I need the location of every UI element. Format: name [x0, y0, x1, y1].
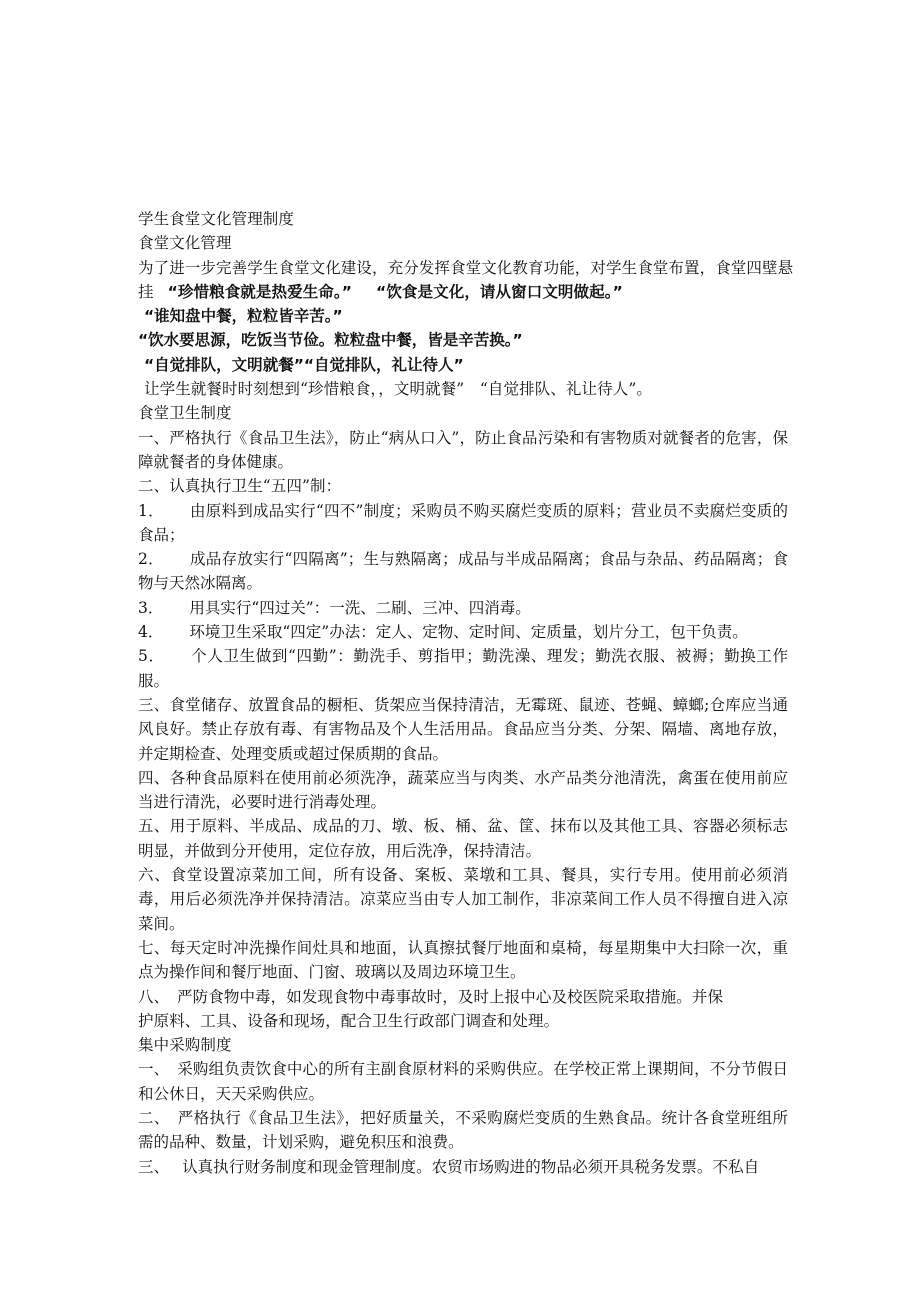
document-page — [138, 207, 794, 1179]
section-heading-culture: 食堂文化管理 — [138, 234, 232, 253]
hygiene-item-7: 七、每天定时冲洗操作间灶具和地面，认真擦拭餐厅地面和桌椅，每星期集中大扫除一次，重点为操作间和餐厅地面、门窗、玻璃以及周边环境卫生。 — [138, 938, 788, 982]
hygiene-sub-item: 3． 用具实行“四过关”：一洗、二刷、三冲、四消毒。 — [138, 598, 531, 617]
document-title: 学生食堂文化管理制度 — [138, 210, 295, 228]
culture-intro-prefix: 挂 — [138, 282, 154, 301]
culture-intro-line-1: 为了进一步完善学生食堂文化建设，充分发挥食堂文化教育功能，对学生食堂布置，食堂四壁悬 — [138, 258, 794, 277]
hygiene-item-4: 四、各种食品原料在使用前必须洗净，蔬菜应当与肉类、水产品类分池清洗，禽蛋在使用前应当进行清洗，必要时进行消毒处理。 — [138, 768, 788, 812]
slogan-3: “谁知盘中餐，粒粒皆辛苦。” — [144, 307, 343, 326]
hygiene-sub-item: 4． 环境卫生采取“四定”办法：定人、定物、定时间、定质量，划片分工，包干负责。 — [138, 623, 748, 642]
hygiene-item-8-line-2: 护原料、工具、设备和现场，配合卫生行政部门调查和处理。 — [138, 1011, 560, 1030]
slogan-1: “珍惜粮食就是热爱生命。” — [167, 282, 353, 301]
slogan-2: “饮食是文化，请从窗口文明做起。” — [376, 282, 623, 301]
section-heading-purchase: 集中采购制度 — [138, 1036, 232, 1055]
culture-intro-line-2 — [138, 280, 788, 304]
slogan-5: “自觉排队，文明就餐”“自觉排队，礼让待人” — [144, 355, 464, 374]
hygiene-item-1: 一、严格执行《食品卫生法》，防止“病从口入”，防止食品污染和有害物质对就餐者的危害，保障就餐者的身体健康。 — [138, 428, 788, 471]
culture-closing: 让学生就餐时时刻想到“珍惜粮食，，文明就餐” “自觉排队、礼让待人”。 — [144, 380, 652, 399]
hygiene-item-2: 二、认真执行卫生“五四”制： — [138, 477, 342, 496]
hygiene-item-5: 五、用于原料、半成品、成品的刀、墩、板、桶、盆、筐、抹布以及其他工具、容器必须标志明显，并做到分开使用，定位存放，用后洗净，保持清洁。 — [138, 817, 788, 860]
slogan-4: “饮水要思源，吃饭当节俭。粒粒盘中餐，皆是辛苦换。” — [138, 331, 523, 350]
hygiene-sub-item: 1． 由原料到成品实行“四不”制度；采购员不购买腐烂变质的原料；营业员不卖腐烂变质的食品； — [138, 501, 788, 544]
purchase-item-3: 三、 认真执行财务制度和现金管理制度。农贸市场购进的物品必须开具税务发票。不私自 — [138, 1157, 760, 1176]
purchase-item-2: 二、 严格执行《食品卫生法》，把好质量关，不采购腐烂变质的生熟食品。统计各食堂班组所需的品种、数量，计划采购，避免积压和浪费。 — [138, 1108, 788, 1152]
section-heading-hygiene: 食堂卫生制度 — [138, 404, 232, 423]
hygiene-sub-item: 2． 成品存放实行“四隔离”；生与熟隔离；成品与半成品隔离；食品与杂品、药品隔离；食物与天然冰隔离。 — [138, 550, 788, 593]
hygiene-item-6: 六、食堂设置凉菜加工间，所有设备、案板、菜墩和工具、餐具，实行专用。使用前必须消毒，用后必须洗净并保持清洁。凉菜应当由专人加工制作，非凉菜间工作人员不得擅自进入凉菜间。 — [138, 866, 788, 933]
hygiene-item-3: 三、食堂储存、放置食品的橱柜、货架应当保持清洁，无霉斑、鼠迹、苍蝇、蟑螂;仓库应当通风良好。禁止存放有毒、有害物品及个人生活用品。食品应当分类、分架、隔墙、离地存放，并定期检查、处理变质或超过保质期的食品。 — [138, 695, 788, 763]
hygiene-item-8-line-1: 八、 严防食物中毒，如发现食物中毒事故时，及时上报中心及校医院采取措施。并保 — [138, 987, 724, 1006]
purchase-item-1: 一、 采购组负责饮食中心的所有主副食原材料的采购供应。在学校正常上课期间，不分节假日和公休日，天天采购供应。 — [138, 1060, 788, 1103]
hygiene-sub-item: 5． 个人卫生做到“四勤”：勤洗手、剪指甲；勤洗澡、理发；勤洗衣服、被褥；勤换工作服。 — [138, 647, 788, 690]
